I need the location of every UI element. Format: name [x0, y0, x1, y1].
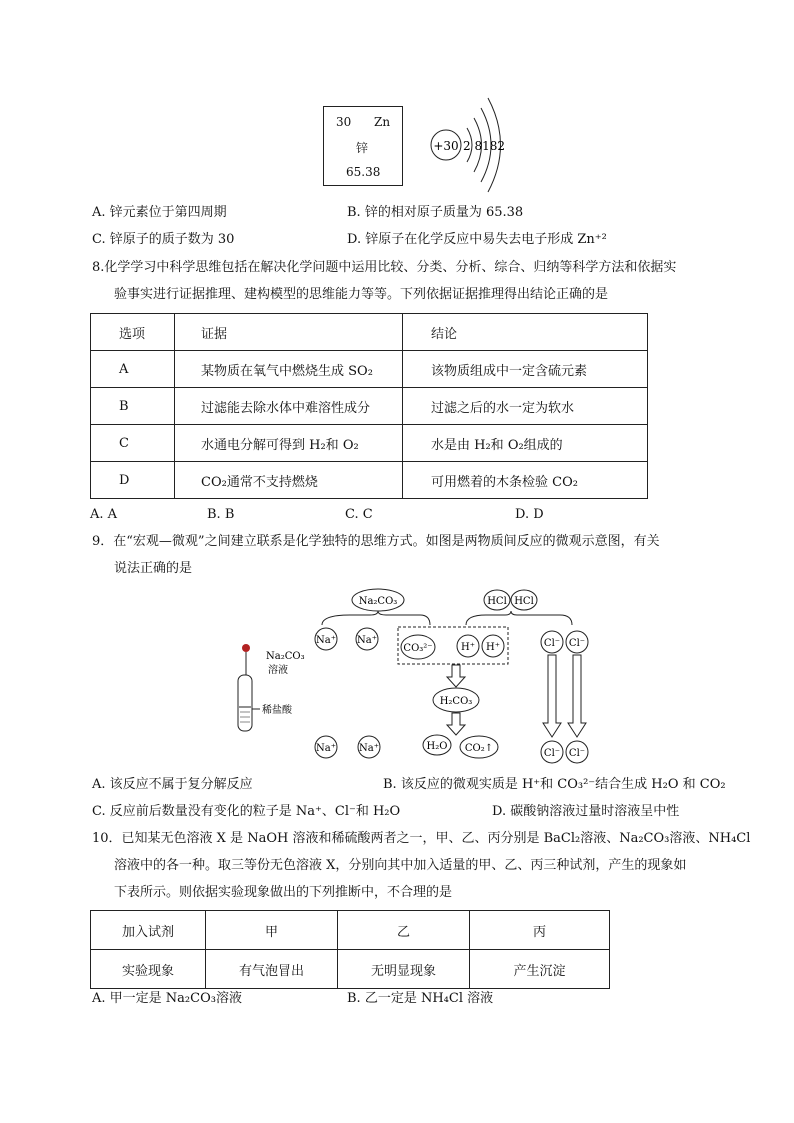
q10-option-a: A. 甲一定是 Na₂CO₃溶液	[92, 991, 242, 1006]
table-cell: D	[91, 462, 175, 499]
q7-option-b: B. 锌的相对原子质量为 65.38	[347, 205, 524, 220]
table-header-row	[91, 314, 648, 351]
q7-option-c: C. 锌原子的质子数为 30	[92, 232, 235, 247]
hcl-label: HCl	[487, 596, 507, 607]
table-cell: 可用燃着的木条检验 CO₂	[403, 462, 648, 499]
q8-answer-a: A. A	[90, 507, 118, 522]
cl-ion: Cl⁻	[543, 748, 561, 759]
table-row	[91, 425, 648, 462]
table-cell: 水通电分解可得到 H₂和 O₂	[175, 425, 403, 462]
dropper-bulb	[242, 644, 250, 652]
test-tube	[238, 675, 252, 731]
table-cell: 丙	[470, 911, 610, 950]
q8-evidence-table	[90, 313, 648, 499]
carbonic-acid: H₂CO₃	[439, 696, 473, 707]
acid-label: 稀盐酸	[262, 705, 292, 716]
q9-option-a: A. 该反应不属于复分解反应	[92, 777, 253, 792]
microscopic-reaction-diagram	[230, 585, 610, 773]
table-cell: 过滤之后的水一定为软水	[403, 388, 648, 425]
q10-stem-line2: 溶液中的各一种。取三等份无色溶液 X，分别向其中加入适量的甲、乙、丙三种试剂，产生的现象如	[114, 858, 687, 873]
na2co3-label: Na₂CO₃	[358, 596, 398, 607]
q9-stem-line1: 9．在“宏观—微观”之间建立联系是化学独特的思维方式。如图是两物质间反应的微观示意图，有关	[92, 534, 660, 549]
table-cell: A	[91, 351, 175, 388]
table-cell: 有气泡冒出	[206, 950, 338, 989]
table-cell: 乙	[338, 911, 470, 950]
cl-ion: Cl⁻	[543, 638, 561, 649]
table-cell: 产生沉淀	[470, 950, 610, 989]
table-cell: 无明显现象	[338, 950, 470, 989]
atom-structure-diagram	[425, 92, 515, 198]
q7-option-d: D. 锌原子在化学反应中易失去电子形成 Zn⁺²	[347, 232, 607, 247]
na-ion: Na⁺	[359, 743, 379, 754]
header-cell: 证据	[175, 314, 403, 351]
cl-ion: Cl⁻	[568, 638, 586, 649]
q7-option-a: A. 锌元素位于第四周期	[92, 205, 227, 220]
tube-reagent-label2: 溶液	[268, 665, 288, 676]
element-symbol: Zn	[374, 115, 391, 129]
table-row	[91, 351, 648, 388]
q9-option-b: B. 该反应的微观实质是 H⁺和 CO₃²⁻结合生成 H₂O 和 CO₂	[383, 777, 726, 792]
co2-molecule: CO₂↑	[464, 743, 494, 754]
table-cell: 水是由 H₂和 O₂组成的	[403, 425, 648, 462]
q8-stem-line2: 验事实进行证据推理、建构模型的思维能力等等。下列依据证据推理得出结论正确的是	[114, 287, 609, 302]
table-cell: 加入试剂	[91, 911, 206, 950]
table-row	[91, 388, 648, 425]
na-ion: Na⁺	[316, 743, 336, 754]
table-cell: CO₂通常不支持燃烧	[175, 462, 403, 499]
h-ion: H⁺	[461, 642, 475, 653]
na-ion: Na⁺	[316, 635, 336, 646]
table-cell: 甲	[206, 911, 338, 950]
table-cell: B	[91, 388, 175, 425]
q10-stem-line1: 10．已知某无色溶液 X 是 NaOH 溶液和稀硫酸两者之一，甲、乙、丙分别是 BaCl₂溶液、Na₂CO₃溶液、NH₄Cl	[92, 831, 751, 846]
table-cell: 该物质组成中一定含硫元素	[403, 351, 648, 388]
table-row	[91, 950, 610, 989]
water-molecule: H₂O	[426, 741, 448, 752]
electron-shells: 2 8182	[463, 139, 505, 153]
header-cell: 结论	[403, 314, 648, 351]
q9-option-c: C. 反应前后数量没有变化的粒子是 Na⁺、Cl⁻和 H₂O	[92, 804, 401, 819]
table-cell: C	[91, 425, 175, 462]
q8-answer-b: B. B	[207, 507, 235, 522]
tube-reagent-label: Na₂CO₃	[266, 651, 305, 662]
atomic-number: 30	[336, 115, 352, 129]
atomic-mass: 65.38	[346, 165, 381, 179]
table-cell: 某物质在氧气中燃烧生成 SO₂	[175, 351, 403, 388]
q8-answer-c: C. C	[345, 507, 373, 522]
nucleus-charge: +30	[433, 139, 459, 153]
table-cell: 实验现象	[91, 950, 206, 989]
q10-stem-line3: 下表所示。则依据实验现象做出的下列推断中，不合理的是	[114, 885, 453, 900]
table-row	[91, 911, 610, 950]
element-card-zinc	[323, 106, 403, 186]
q9-stem-line2: 说法正确的是	[114, 561, 193, 576]
table-row	[91, 462, 648, 499]
hcl-label: HCl	[514, 596, 534, 607]
header-cell: 选项	[91, 314, 175, 351]
element-name: 锌	[356, 141, 369, 155]
q9-option-d: D. 碳酸钠溶液过量时溶液呈中性	[492, 804, 680, 819]
cl-ion: Cl⁻	[568, 748, 586, 759]
q10-option-b: B. 乙一定是 NH₄Cl 溶液	[347, 991, 494, 1006]
na-ion: Na⁺	[357, 635, 377, 646]
q8-answer-d: D. D	[515, 507, 544, 522]
carbonate-ion: CO₃²⁻	[403, 643, 433, 654]
q8-stem-line1: 8.化学学习中科学思维包括在解决化学问题中运用比较、分类、分析、综合、归纳等科学方法和依据实	[92, 260, 677, 275]
table-cell: 过滤能去除水体中难溶性成分	[175, 388, 403, 425]
h-ion: H⁺	[486, 642, 500, 653]
q10-experiment-table	[90, 910, 610, 989]
